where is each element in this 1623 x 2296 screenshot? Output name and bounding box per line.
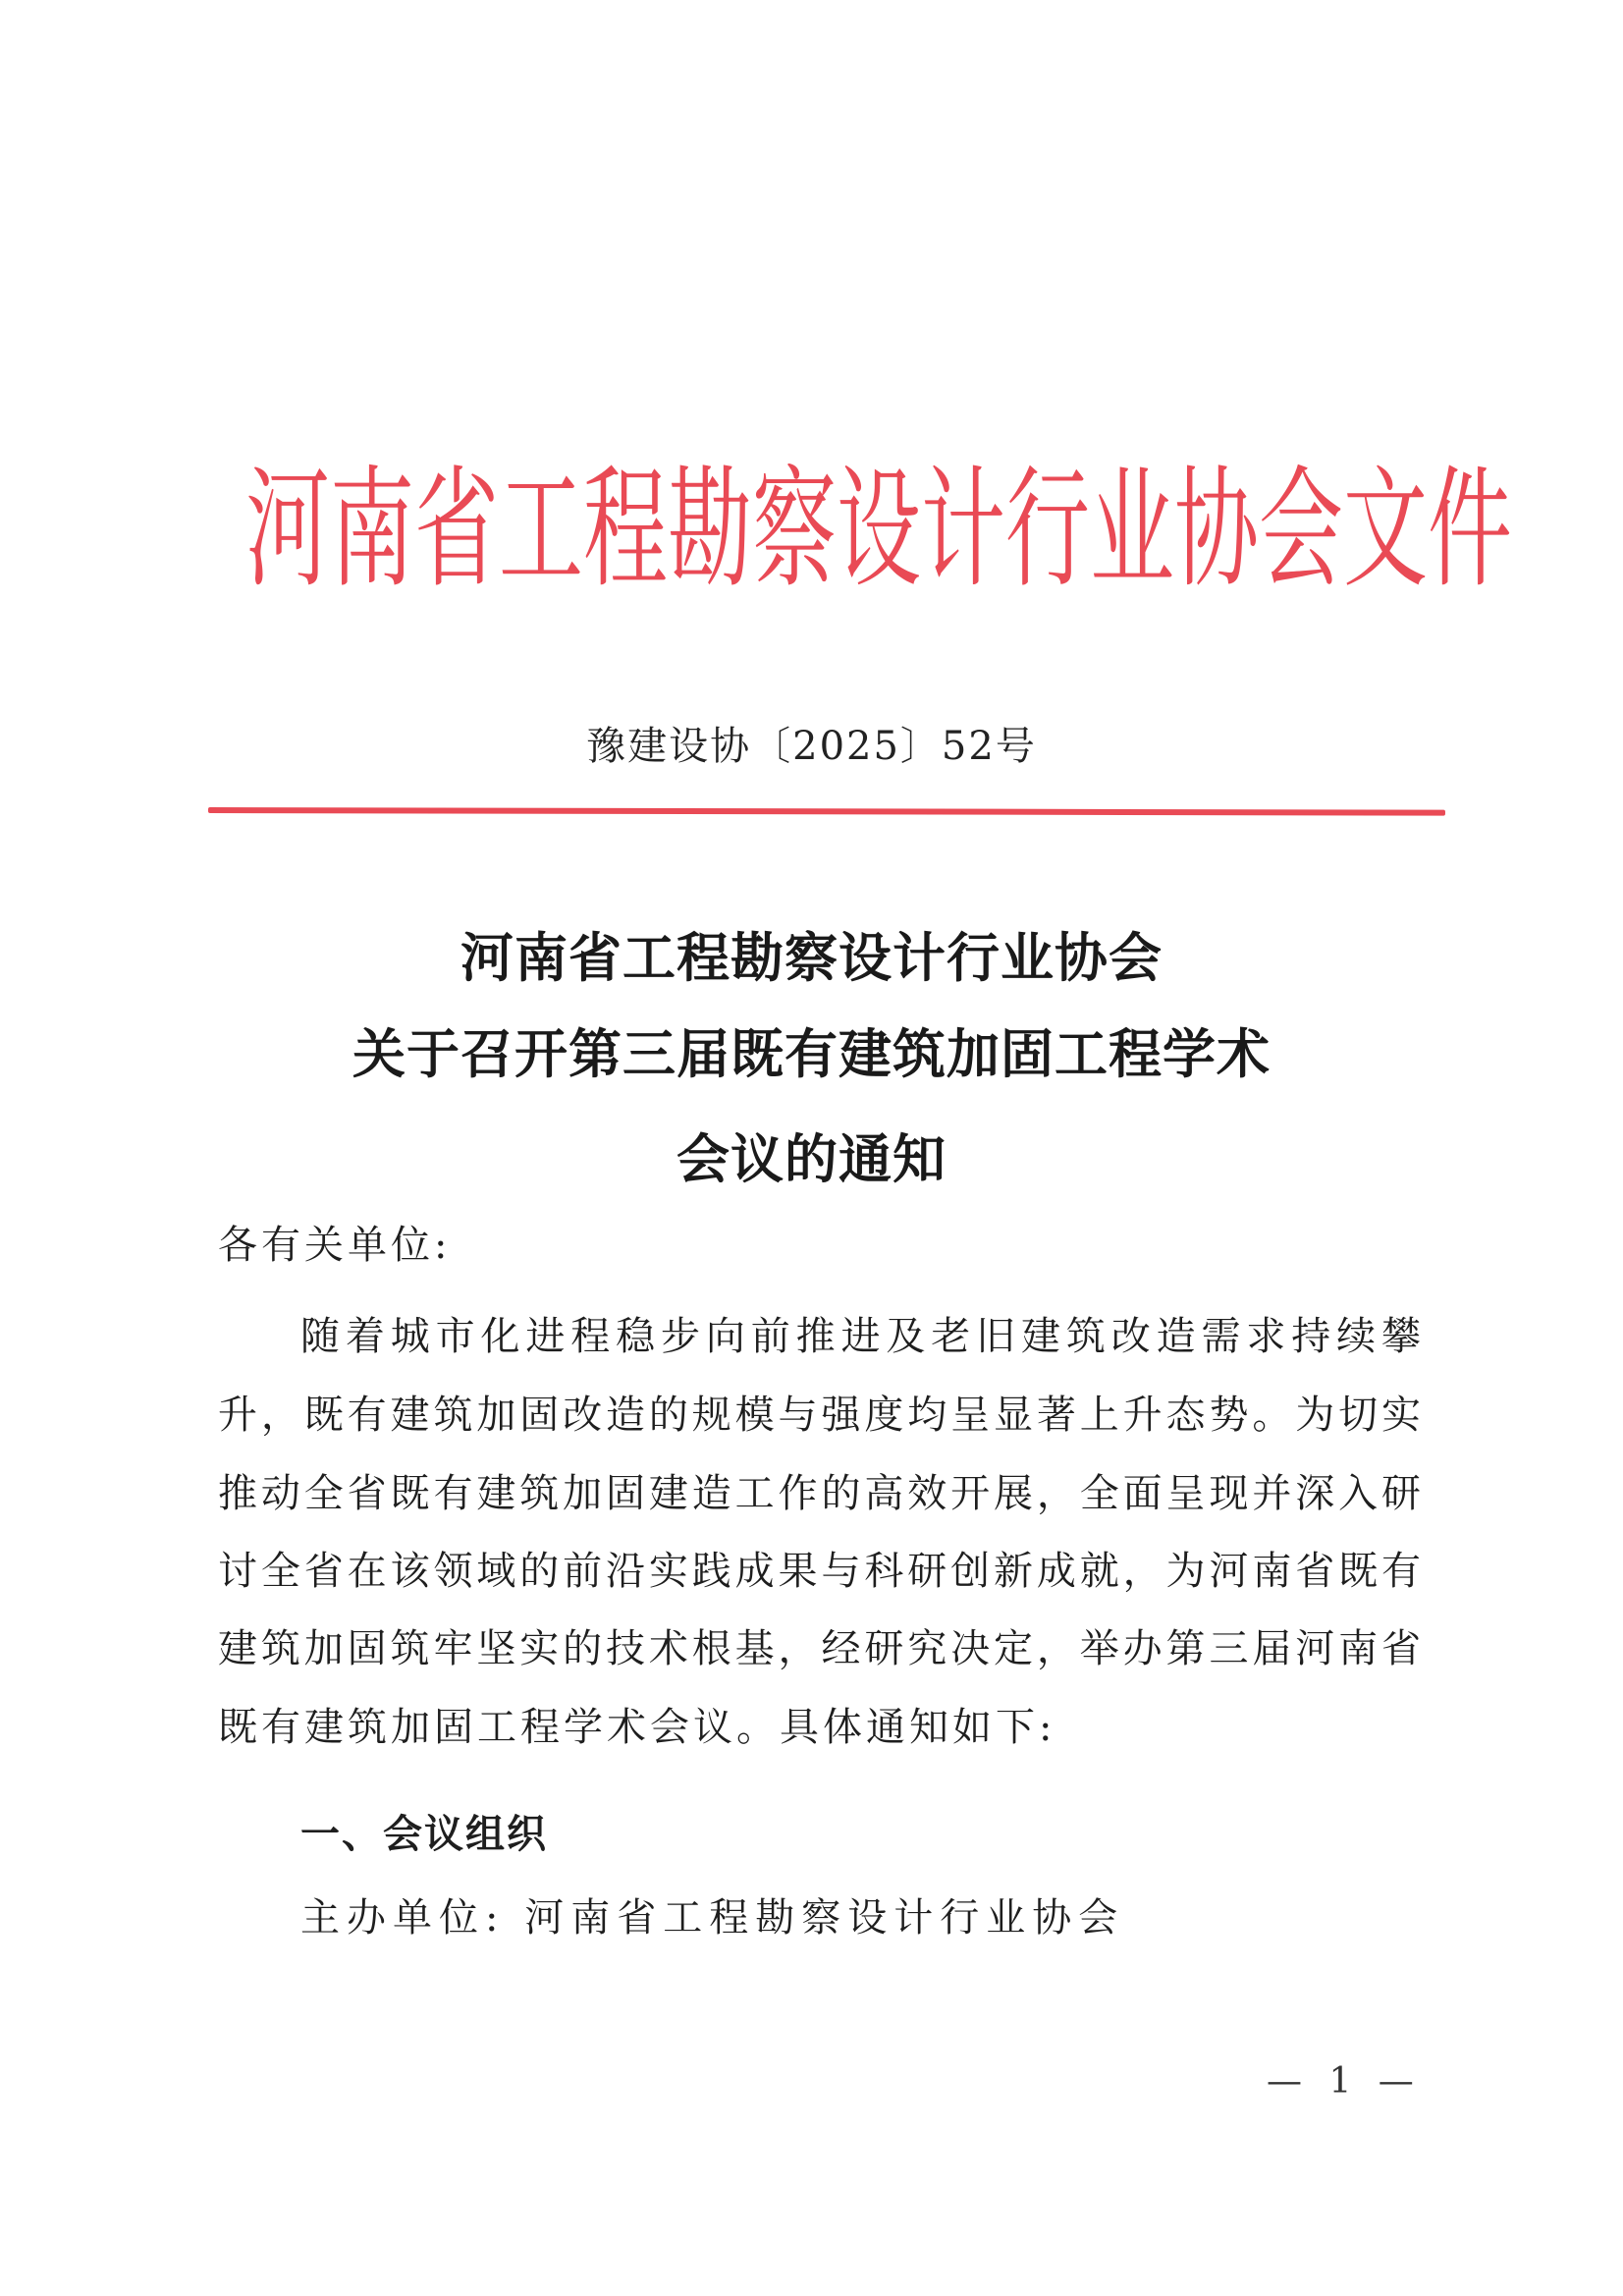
page-number: — 1 —: [1267, 2061, 1422, 2102]
body-paragraph-line: 建筑加固筑牢坚实的技术根基，经研究决定，举办第三届河南省: [218, 1626, 1421, 1671]
body-paragraph-line: 推动全省既有建筑加固建造工作的高效开展，全面呈现并深入研: [218, 1471, 1421, 1516]
body-paragraph-line: 讨全省在该领域的前沿实践成果与科研创新成就，为河南省既有: [218, 1549, 1421, 1594]
section-heading-organization: 一、会议组织: [300, 1812, 548, 1857]
document-number: 豫建设协〔2025〕52号: [586, 724, 1037, 769]
issuer-header-title: 河南省工程勘察设计行业协会文件: [245, 454, 1512, 607]
red-divider-line: [208, 807, 1445, 816]
salutation: 各有关单位:: [218, 1223, 452, 1268]
body-paragraph-line: 既有建筑加固工程学术会议。具体通知如下:: [218, 1705, 1056, 1750]
notice-title-line-1: 河南省工程勘察设计行业协会: [460, 926, 1163, 989]
body-paragraph-line: 随着城市化进程稳步向前推进及老旧建筑改造需求持续攀: [300, 1314, 1421, 1359]
notice-title-line-3: 会议的通知: [676, 1127, 947, 1190]
notice-title-line-2: 关于召开第三届既有建筑加固工程学术: [352, 1022, 1271, 1085]
body-paragraph-line: 升，既有建筑加固改造的规模与强度均呈显著上升态势。为切实: [218, 1393, 1421, 1438]
host-organization-line: 主办单位: 河南省工程勘察设计行业协会: [300, 1895, 1125, 1941]
